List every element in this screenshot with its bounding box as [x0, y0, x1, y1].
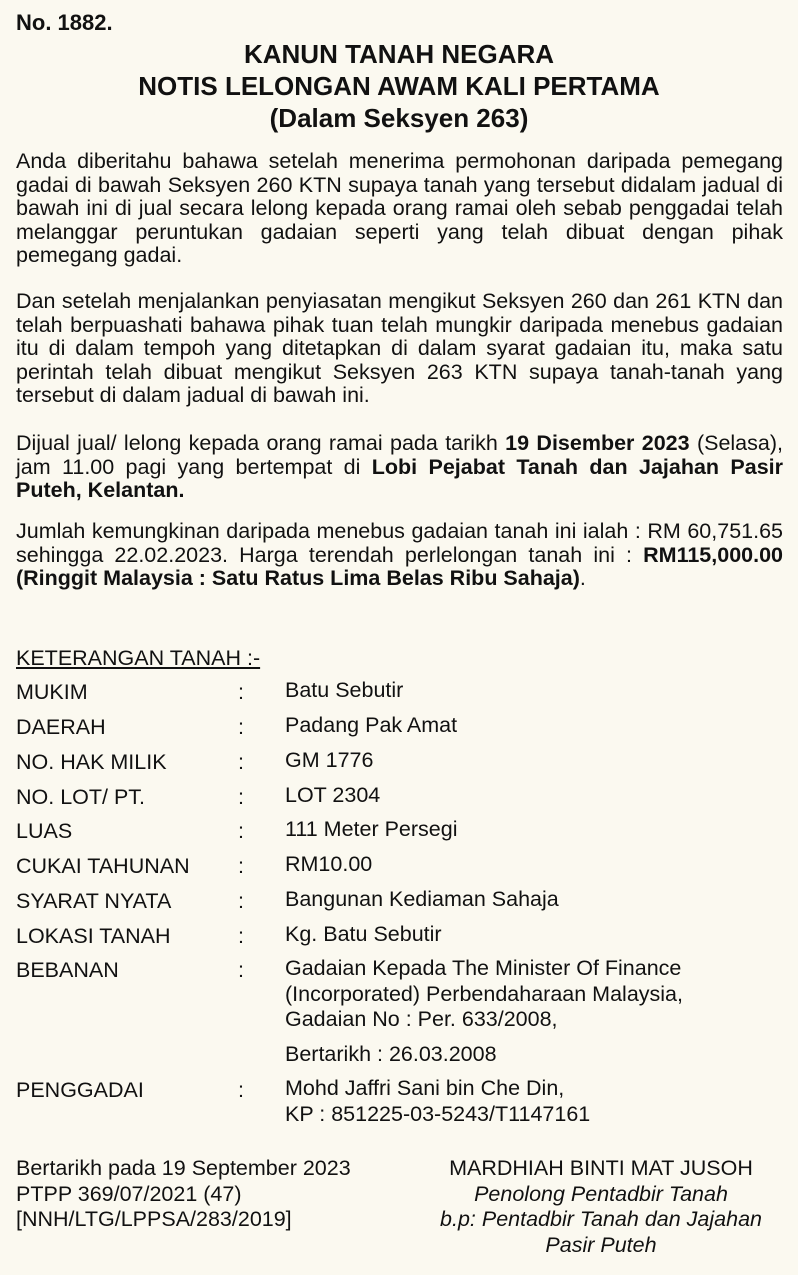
footer-date: Bertarikh pada 19 September 2023 [16, 1156, 351, 1180]
penggadai-line-2: KP : 851225-03-5243/T1147161 [285, 1101, 591, 1126]
colon: : [238, 889, 244, 913]
label-bebanan: BEBANAN [16, 958, 119, 982]
colon: : [238, 750, 244, 774]
footer-left [16, 1156, 351, 1233]
auction-venue: Lobi Pejabat Tanah dan Jajahan Pasir Puteh, Kelantan. [16, 454, 784, 502]
colon: : [238, 1078, 244, 1102]
label-mukim: MUKIM [16, 680, 88, 704]
paragraph-1: Anda diberitahu bahawa setelah menerima permohonan daripada pemegang gadai di bawah Seksyen 260 KTN supaya tanah yang tersebut didalam jadual di bawah ini di jual secara lelong kepada orang ramai oleh sebab penggadai telah melanggar peruntukan gadaian seperti yang telah dibuat dengan pihak pemegang gadai. [16, 149, 783, 267]
label-lot: NO. LOT/ PT. [16, 785, 146, 809]
value-lokasi-tanah: Kg. Batu Sebutir [285, 922, 442, 946]
signatory-title-3: Pasir Puteh [545, 1232, 657, 1257]
value-hak-milik: GM 1776 [285, 748, 374, 772]
colon: : [238, 715, 244, 739]
label-cukai-tahunan: CUKAI TAHUNAN [16, 854, 190, 878]
value-cukai-tahunan: RM10.00 [285, 852, 373, 876]
bebanan-date: Bertarikh : 26.03.2008 [285, 1042, 497, 1066]
signatory-name: MARDHIAH BINTI MAT JUSOH [449, 1156, 753, 1180]
footer-ref-1: PTPP 369/07/2021 (47) [16, 1181, 242, 1206]
bebanan-line-2: (Incorporated) Perbendaharaan Malaysia, [285, 981, 683, 1006]
bebanan-line-1: Gadaian Kepada The Minister Of Finance [285, 956, 682, 980]
value-lot: LOT 2304 [285, 783, 381, 807]
paragraph-4-text-b: . [579, 566, 586, 590]
value-bebanan [285, 956, 683, 1033]
colon: : [238, 785, 244, 809]
footer-signature-block [420, 1156, 782, 1258]
notice-number: No. 1882. [16, 10, 113, 35]
paragraph-3 [16, 432, 783, 503]
label-syarat-nyata: SYARAT NYATA [16, 889, 172, 913]
paragraph-3-text-b: (Selasa), jam 11.00 pagi yang bertempat di [16, 431, 783, 479]
auction-date: 19 Disember 2023 [505, 431, 690, 455]
heading-line-2: NOTIS LELONGAN AWAM KALI PERTAMA [138, 71, 660, 101]
section-title: KETERANGAN TANAH :- [16, 646, 261, 670]
value-mukim: Batu Sebutir [285, 678, 404, 702]
value-daerah: Padang Pak Amat [285, 713, 458, 737]
reserve-price: RM115,000.00 (Ringgit Malaysia : Satu Ratus Lima Belas Ribu Sahaja) [16, 542, 783, 590]
label-penggadai: PENGGADAI [16, 1078, 144, 1102]
heading-line-1: KANUN TANAH NEGARA [243, 39, 555, 69]
value-penggadai [285, 1076, 590, 1127]
label-hak-milik: NO. HAK MILIK [16, 750, 167, 774]
signatory-title-2: b.p: Pentadbir Tanah dan Jajahan [440, 1207, 762, 1231]
paragraph-3-text-a: Dijual jual/ lelong kepada orang ramai pada tarikh [16, 431, 506, 455]
label-daerah: DAERAH [16, 715, 106, 739]
heading-line-3: (Dalam Seksyen 263) [269, 103, 529, 133]
label-luas: LUAS [16, 819, 73, 843]
paragraph-4 [16, 520, 783, 591]
colon: : [238, 854, 244, 878]
colon: : [238, 924, 244, 948]
colon: : [238, 680, 244, 704]
paragraph-4-text-a: Jumlah kemungkinan daripada menebus gadaian tanah ini ialah : RM 60,751.65 sehingga 22.02.2023. Harga terendah perlelongan tanah ini : [16, 519, 783, 567]
label-lokasi-tanah: LOKASI TANAH [16, 924, 171, 948]
colon: : [238, 819, 244, 843]
penggadai-line-1: Mohd Jaffri Sani bin Che Din, [285, 1076, 565, 1100]
footer-ref-2: [NNH/LTG/LPPSA/283/2019] [16, 1207, 292, 1231]
colon: : [238, 958, 244, 982]
paragraph-2: Dan setelah menjalankan penyiasatan mengikut Seksyen 260 dan 261 KTN dan telah berpuashati bahawa pihak tuan telah mungkir daripada menebus gadaian itu di dalam tempoh yang ditetapkan di dalam syarat gadaian itu, maka satu perintah telah dibuat mengikut Seksyen 263 KTN supaya tanah-tanah yang tersebut di dalam jadual di bawah ini. [16, 289, 783, 407]
value-syarat-nyata: Bangunan Kediaman Sahaja [285, 887, 559, 911]
signatory-title-1: Penolong Pentadbir Tanah [474, 1181, 728, 1206]
value-luas: 111 Meter Persegi [285, 817, 458, 841]
bebanan-line-3: Gadaian No : Per. 633/2008, [285, 1007, 558, 1031]
